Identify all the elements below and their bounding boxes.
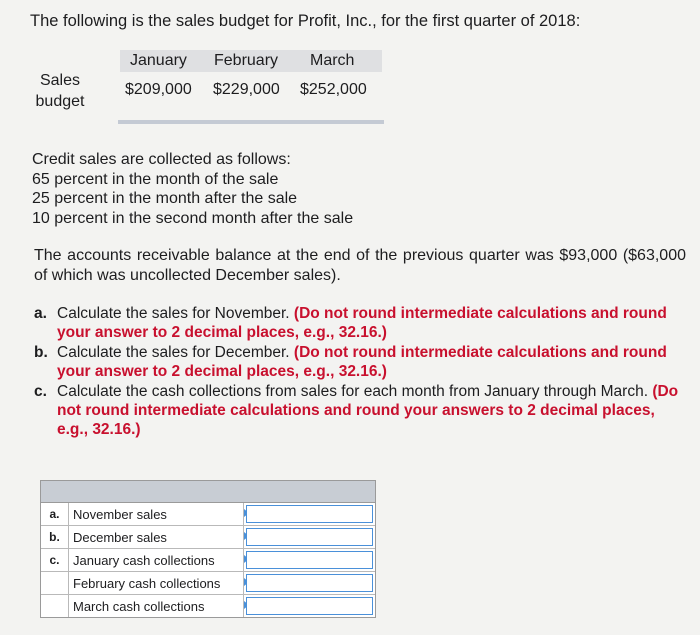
- question-c: c. Calculate the cash collections from sales for each month from January through March. (Do not round intermediate calculations and round your answers to 2 decimal places, e.g., 32.16.): [34, 383, 679, 438]
- answer-row-january-collections: c. January cash collections: [41, 549, 375, 572]
- intro-text: The following is the sales budget for Profit, Inc., for the first quarter of 2018:: [30, 12, 581, 30]
- value-march: $252,000: [300, 81, 367, 98]
- credit-line: 65 percent in the month of the sale: [32, 170, 279, 188]
- question-list: [34, 304, 684, 440]
- answer-table: [40, 480, 376, 618]
- question-a: a. Calculate the sales for November. (Do not round intermediate calculations and round your answer to 2 decimal places, e.g., 32.16.): [34, 305, 667, 341]
- value-january: $209,000: [125, 81, 192, 98]
- march-collections-input[interactable]: [246, 597, 373, 615]
- month-january: January: [130, 52, 187, 69]
- credit-heading: Credit sales are collected as follows:: [32, 151, 291, 168]
- january-collections-input[interactable]: [246, 551, 373, 569]
- month-february: February: [214, 52, 279, 69]
- credit-terms: [32, 150, 353, 228]
- value-february: $229,000: [213, 81, 280, 98]
- table-bottom-rule: [118, 120, 384, 124]
- answer-row-march-collections: March cash collections: [41, 595, 375, 617]
- february-collections-input[interactable]: [246, 574, 373, 592]
- question-b: b. Calculate the sales for December. (Do not round intermediate calculations and round your answer to 2 decimal places, e.g., 32.16.): [34, 344, 667, 380]
- answer-row-november: a. November sales: [41, 503, 375, 526]
- sales-budget-label: Sales budget: [35, 72, 85, 110]
- december-sales-input[interactable]: [246, 528, 373, 546]
- month-march: March: [310, 52, 355, 69]
- month-header-row: [120, 50, 382, 72]
- credit-line: 25 percent in the month after the sale: [32, 190, 298, 207]
- answer-row-february-collections: February cash collections: [41, 572, 375, 595]
- answer-table-header: [41, 481, 375, 503]
- credit-line: 10 percent in the second month after the sale: [32, 209, 354, 227]
- november-sales-input[interactable]: [246, 505, 373, 523]
- answer-row-december: b. December sales: [41, 526, 375, 549]
- accounts-receivable-text: The accounts receivable balance at the end of the previous quarter was $93,000 ($63,000 of which was uncollected December sales).: [34, 247, 686, 284]
